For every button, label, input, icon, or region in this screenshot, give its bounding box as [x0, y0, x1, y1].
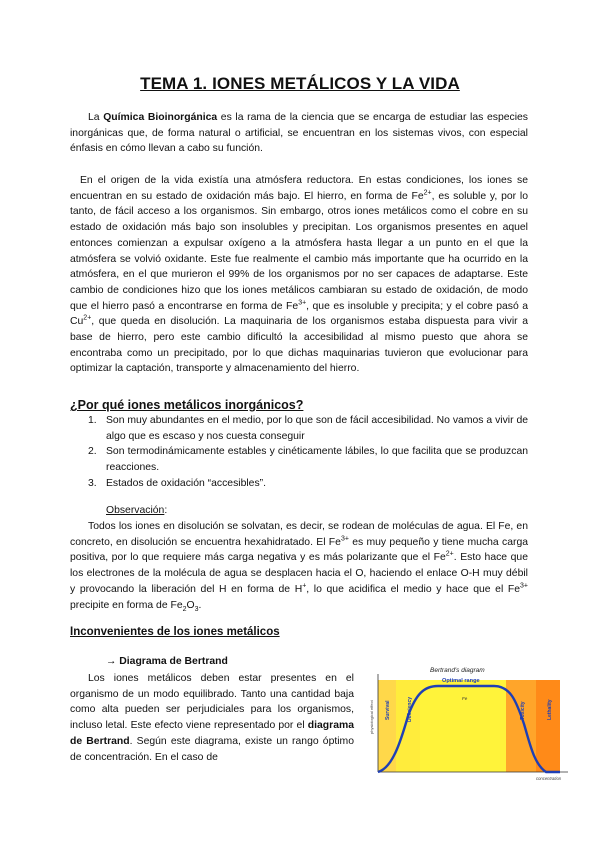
- list-item: [88, 413, 528, 444]
- bertrand-paragraph: [70, 671, 354, 765]
- reasons-list: [88, 413, 528, 492]
- chart-x-label: concentration: [536, 776, 562, 781]
- formula-subscript: 3: [194, 605, 199, 613]
- zone-lethality: [536, 680, 560, 772]
- origin-text: , que es insoluble y precipita; y el cobre pasó a Cu: [70, 300, 528, 328]
- observation-paragraph: [70, 519, 528, 613]
- origin-text: , que queda en disolución. La maquinaria de los organismos estaba dispuesta para vivir a base de hierro, pero este cambio dificultó la accesibilidad al mismo puesto que ahora se encontraba como un precipitado, por lo que dichas maquinarias tuvieron que evolucionar para optimizar la captación, transporte y almacenamiento del hierro.: [70, 316, 528, 375]
- zone-label-deficiency: Deficiency: [407, 696, 413, 722]
- observation-text: . Esto hace que los electrones de la molécula de agua se desplacen hacia el O, haciendo el enlace O-H muy débil y provocando la liberación del H en forma de H: [70, 552, 528, 595]
- intro-bold-term: Química Bioinorgánica: [103, 112, 218, 123]
- charge-superscript: 3+: [298, 299, 307, 307]
- observation-text: , lo que acidifica el medio y hace que el Fe: [306, 583, 521, 595]
- list-item-text: Son termodinámicamente estables y cinéticamente lábiles, lo que facilita que se produzcan reacciones.: [106, 446, 528, 474]
- bertrand-text: Los iones metálicos deben estar presentes en el organismo de un modo equilibrado. Tanto una cantidad baja como alta pueden ser perjudiciales para los organismos, incluso letal. Este efecto viene representado por el: [70, 673, 354, 732]
- bertrand-diagram: [364, 664, 576, 784]
- charge-superscript: 3+: [520, 582, 528, 590]
- zone-label-toxicity: Toxicity: [520, 701, 526, 720]
- intro-text: La: [88, 112, 104, 123]
- list-item: [88, 476, 528, 492]
- bertrand-text: . Según este diagrama, existe un rango óptimo de concentración. En el caso de: [70, 735, 354, 763]
- charge-superscript: 2+: [445, 550, 454, 558]
- observation-title-text: Observación: [106, 505, 165, 516]
- bertrand-bold-term: diagrama de Bertrand: [70, 720, 354, 747]
- observation-title: [106, 505, 167, 516]
- observation-text: .: [198, 599, 202, 611]
- origin-text: En el origen de la vida existía una atmósfera reductora. En estas condiciones, los iones se encuentran en su estado de oxidación más bajo. El hierro, en forma de Fe: [70, 175, 528, 202]
- observation-text: O: [186, 599, 195, 611]
- observation-text: es muy pequeño y tiene mucha carga positiva, por lo que requiere más carga negativa y es más polarizante que el Fe: [70, 536, 529, 564]
- origin-paragraph: [70, 173, 528, 377]
- list-item: [88, 444, 528, 475]
- why-heading: ¿Por qué iones metálicos inorgánicos?: [70, 398, 304, 412]
- chart-y-label: physiological effect: [369, 700, 374, 734]
- curve-label: Fe: [462, 696, 468, 701]
- list-item-text: Estados de oxidación “accesibles”.: [106, 477, 266, 489]
- charge-superscript: +: [302, 582, 307, 590]
- list-number: 3.: [88, 477, 97, 489]
- list-number: 2.: [88, 446, 97, 458]
- intro-text: es la rama de la ciencia que se encarga de estudiar las especies inorgánicas que, de forma natural o artificial, se encuentran en los sistemas vivos, con especial énfasis en cómo llevan a cabo su función.: [70, 112, 528, 155]
- bertrand-subheading: → Diagrama de Bertrand: [106, 656, 228, 667]
- chart-title: Bertrand's diagram: [430, 667, 485, 674]
- drawbacks-heading: Inconvenientes de los iones metálicos: [70, 626, 280, 638]
- zone-label-lethality: Lethality: [547, 699, 553, 720]
- page-title: TEMA 1. IONES METÁLICOS Y LA VIDA: [140, 74, 460, 93]
- observation-text: precipite en forma de Fe: [70, 599, 183, 611]
- charge-superscript: 3+: [340, 535, 349, 543]
- origin-text: , es soluble y, por lo tanto, de fácil acceso a los organismos. Sin embargo, otros iones metálicos como el cobre en su estado de oxidación más bajo son insolubles y precipitan. Los organismos presentes en aquel entonces comienzan a expulsar oxígeno a la atmósfera hasta llegar a un punto en el que la atmósfera se volvió oxidante. Este fue realmente el cambio más importante que ha ocurrido en la atmósfera, en el que murieron el 99% de los organismos por no ser capaces de adaptarse. Este cambio de condiciones hizo que los iones metálicos cambiaran su estado de oxidación, de modo que el hierro pasó a encontrarse en forma de Fe: [70, 190, 529, 312]
- charge-superscript: 2+: [83, 314, 92, 322]
- intro-paragraph: [70, 110, 528, 157]
- zone-deficiency: [396, 680, 420, 772]
- observation-colon: :: [164, 505, 168, 516]
- list-number: 1.: [88, 415, 97, 426]
- charge-superscript: 2+: [423, 189, 432, 197]
- zone-optimal: [420, 680, 506, 772]
- list-item-text: Son muy abundantes en el medio, por lo que son de fácil accesibilidad. No vamos a vivir de algo que es escaso y nos cuesta conseguir: [106, 415, 528, 442]
- zone-label-optimal: Optimal range: [442, 678, 480, 684]
- zone-label-survival: Survival: [385, 700, 391, 720]
- observation-text: Todos los iones en disolución se solvatan, es decir, se rodean de moléculas de agua. El Fe, en concreto, en disolución se encuentra hexahidratado. El Fe: [70, 521, 528, 548]
- formula-subscript: 2: [182, 605, 187, 613]
